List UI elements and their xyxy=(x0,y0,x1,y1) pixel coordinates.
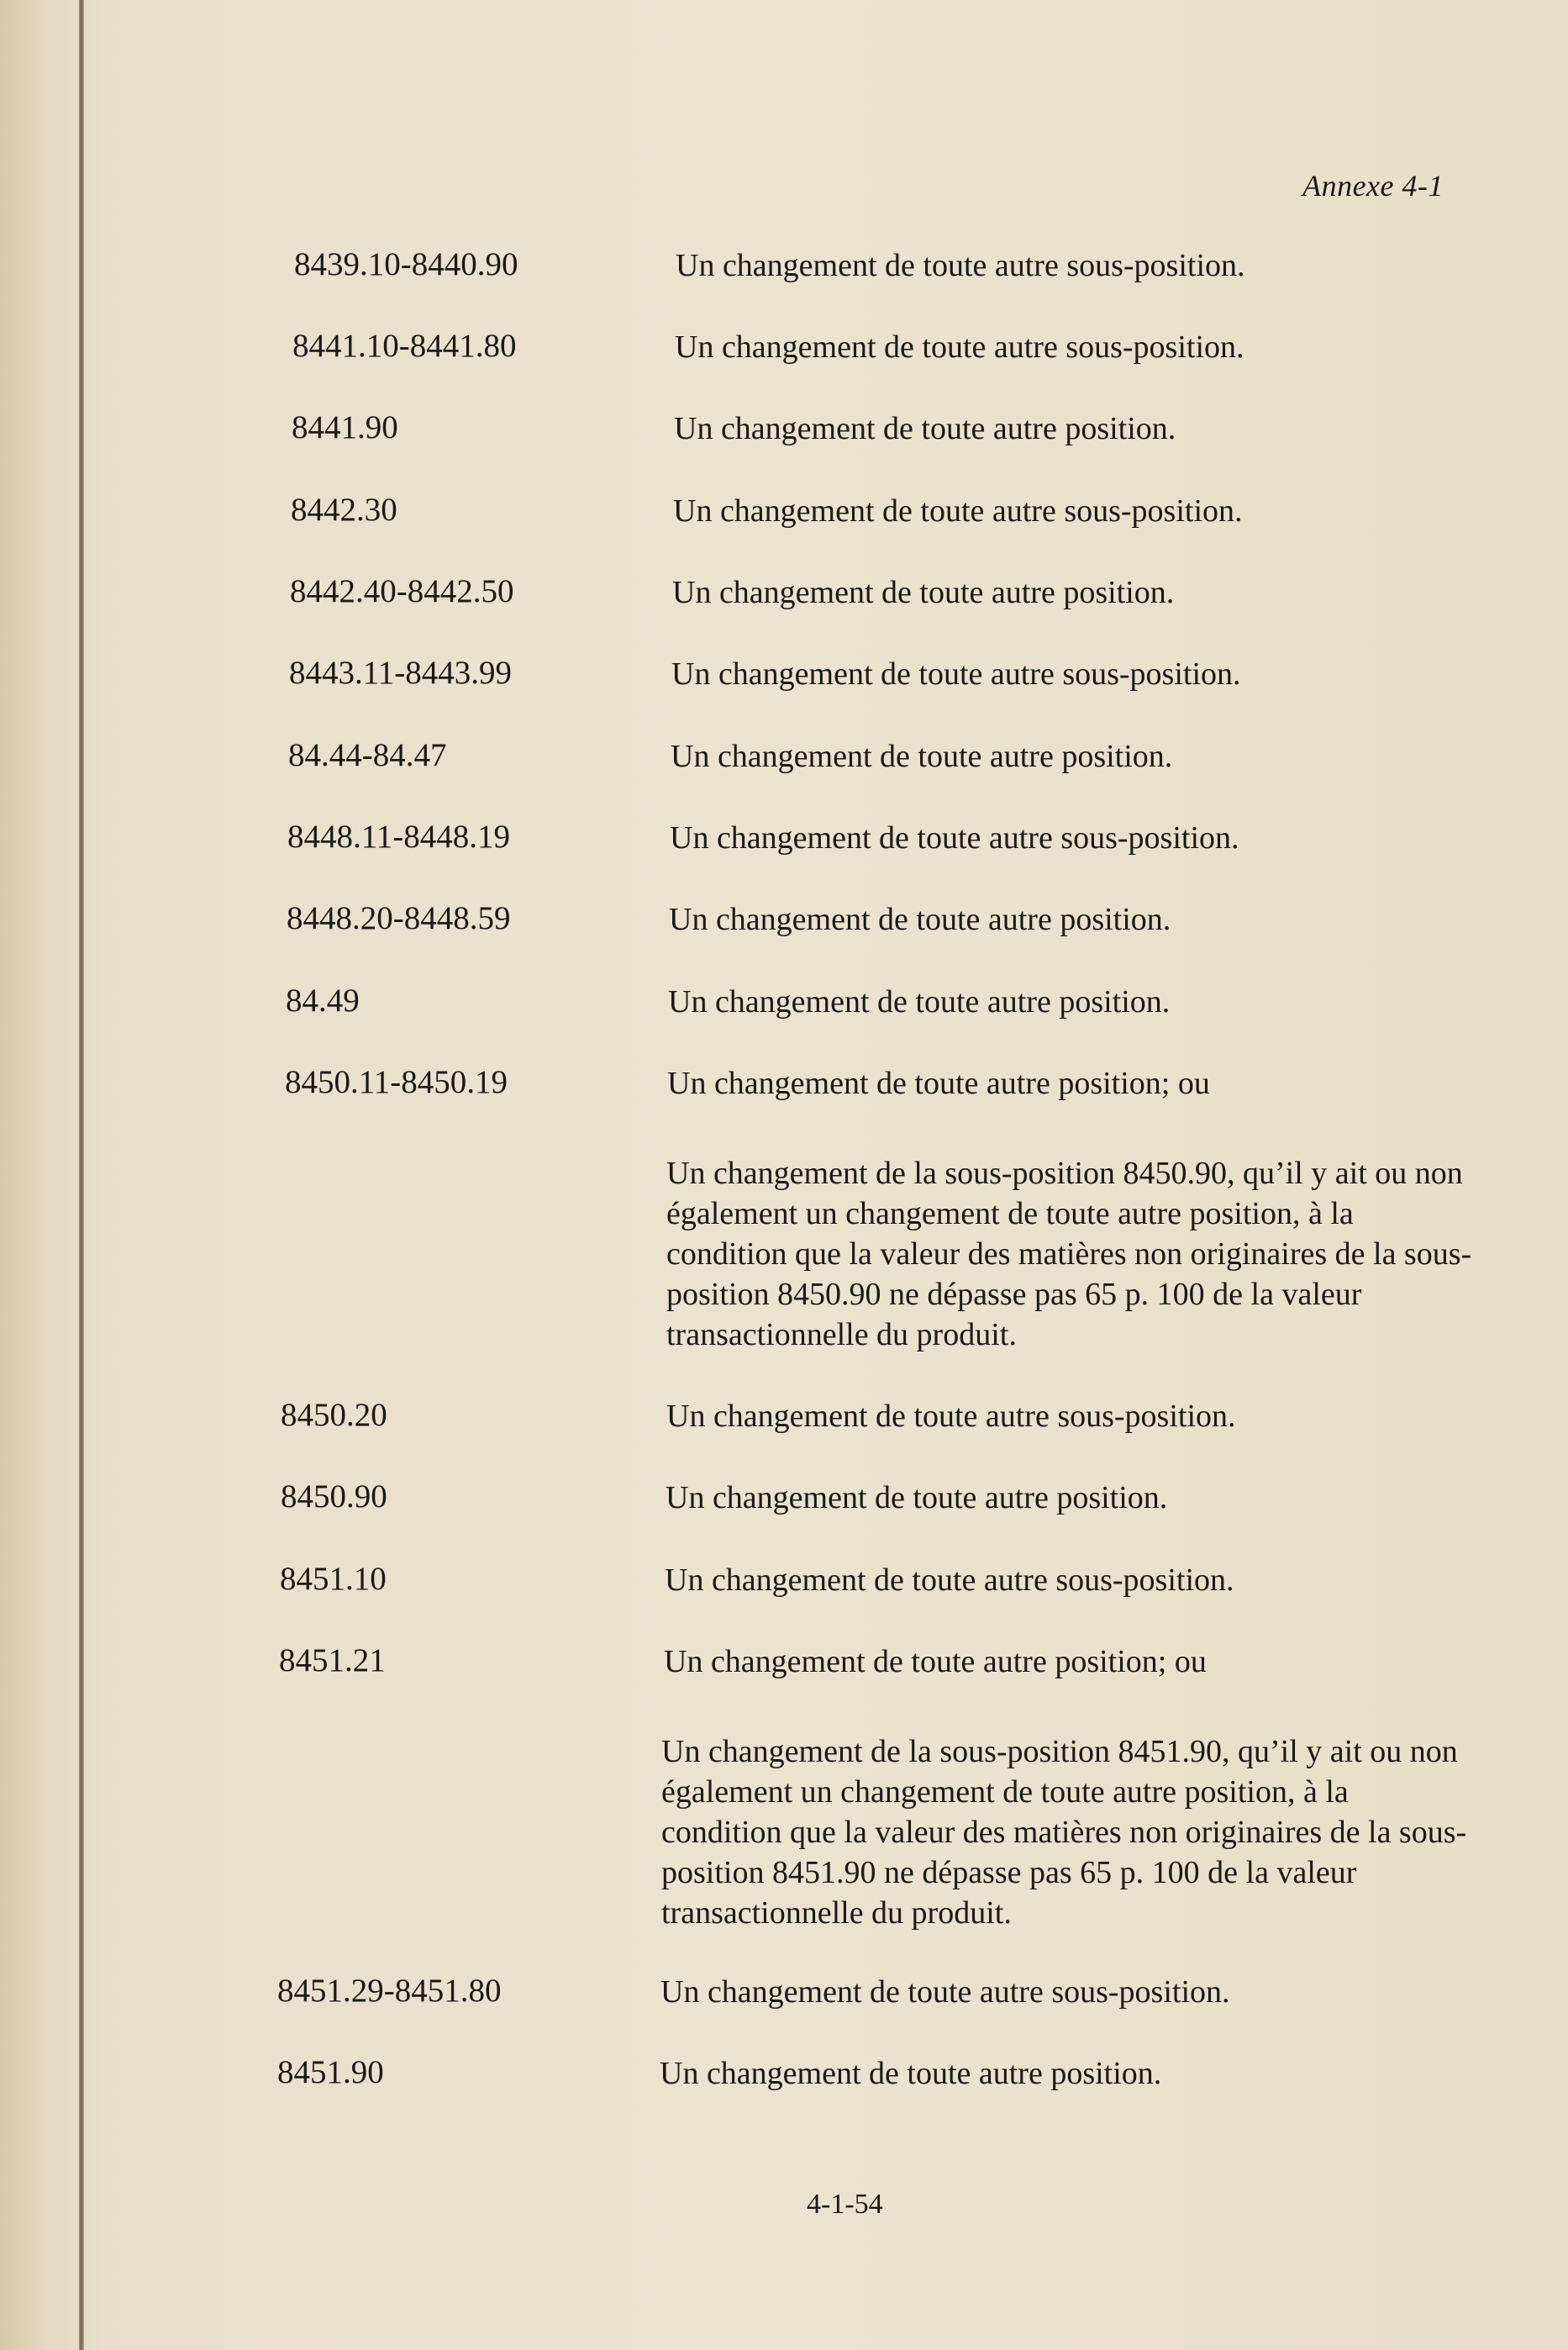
rule-text: Un changement de toute autre position. xyxy=(671,739,1173,774)
tariff-code: 8450.90 xyxy=(281,1478,387,1515)
tariff-code: 8441.90 xyxy=(292,409,398,445)
page-number: 4-1-54 xyxy=(807,2189,883,2220)
tariff-code: 8450.11-8450.19 xyxy=(285,1064,508,1100)
rule-text: Un changement de toute autre position; ou xyxy=(667,1066,1210,1101)
tariff-code: 8450.20 xyxy=(281,1397,387,1433)
rule-text: Un changement de toute autre sous-position. xyxy=(666,1399,1236,1434)
rule-text: Un changement de toute autre sous-position. xyxy=(660,1974,1230,2010)
tariff-code: 8451.10 xyxy=(280,1561,387,1597)
tariff-code: 8448.20-8448.59 xyxy=(287,900,511,936)
rule-text: Un changement de toute autre sous-position. xyxy=(670,820,1239,856)
rule-text: Un changement de toute autre sous-position. xyxy=(665,1562,1234,1598)
tariff-code: 8451.90 xyxy=(277,2054,384,2090)
tariff-code: 8439.10-8440.90 xyxy=(294,246,518,282)
rule-text: Un changement de toute autre sous-position. xyxy=(675,329,1244,365)
rule-text: Un changement de toute autre position. xyxy=(668,984,1171,1020)
tariff-code: 8443.11-8443.99 xyxy=(289,655,513,691)
tariff-code: 84.49 xyxy=(286,983,360,1019)
annex-header: Annexe 4-1 xyxy=(1302,169,1444,203)
rule-text: Un changement de toute autre position. xyxy=(669,902,1171,937)
rule-text: Un changement de toute autre position; ou xyxy=(664,1644,1207,1679)
tariff-code: 84.44-84.47 xyxy=(288,737,447,773)
rule-text: Un changement de toute autre position. xyxy=(672,575,1175,610)
rule-text: Un changement de toute autre position. xyxy=(666,1480,1168,1515)
rule-text: Un changement de toute autre sous-position. xyxy=(671,656,1241,692)
tariff-code: 8442.30 xyxy=(291,492,397,528)
rule-text: Un changement de toute autre sous-position. xyxy=(676,248,1245,283)
rule-text: Un changement de toute autre position. xyxy=(660,2056,1162,2091)
tariff-code: 8451.21 xyxy=(279,1642,386,1678)
tariff-code: 8448.11-8448.19 xyxy=(287,819,511,855)
rule-text: Un changement de toute autre position. xyxy=(674,411,1176,446)
rule-text: Un changement de toute autre sous-position. xyxy=(673,493,1243,529)
tariff-code: 8451.29-8451.80 xyxy=(277,1973,502,2009)
rule-text: Un changement de la sous-position 8451.90, qu’il y ait ou non également un changement de toute autre position, à la condition que la valeur des matières non originaires de la sous-position 8451.90 ne dépasse pas 65 p. 100 de la valeur transactionnelle du produit. xyxy=(661,1734,1467,1931)
tariff-code: 8442.40-8442.50 xyxy=(290,573,514,609)
tariff-code: 8441.10-8441.80 xyxy=(292,328,517,364)
rule-text: Un changement de la sous-position 8450.90, qu’il y ait ou non également un changement de toute autre position, à la condition que la valeur des matières non originaires de la sous-position 8450.90 ne dépasse pas 65 p. 100 de la valeur transactionnelle du produit. xyxy=(666,1156,1472,1352)
